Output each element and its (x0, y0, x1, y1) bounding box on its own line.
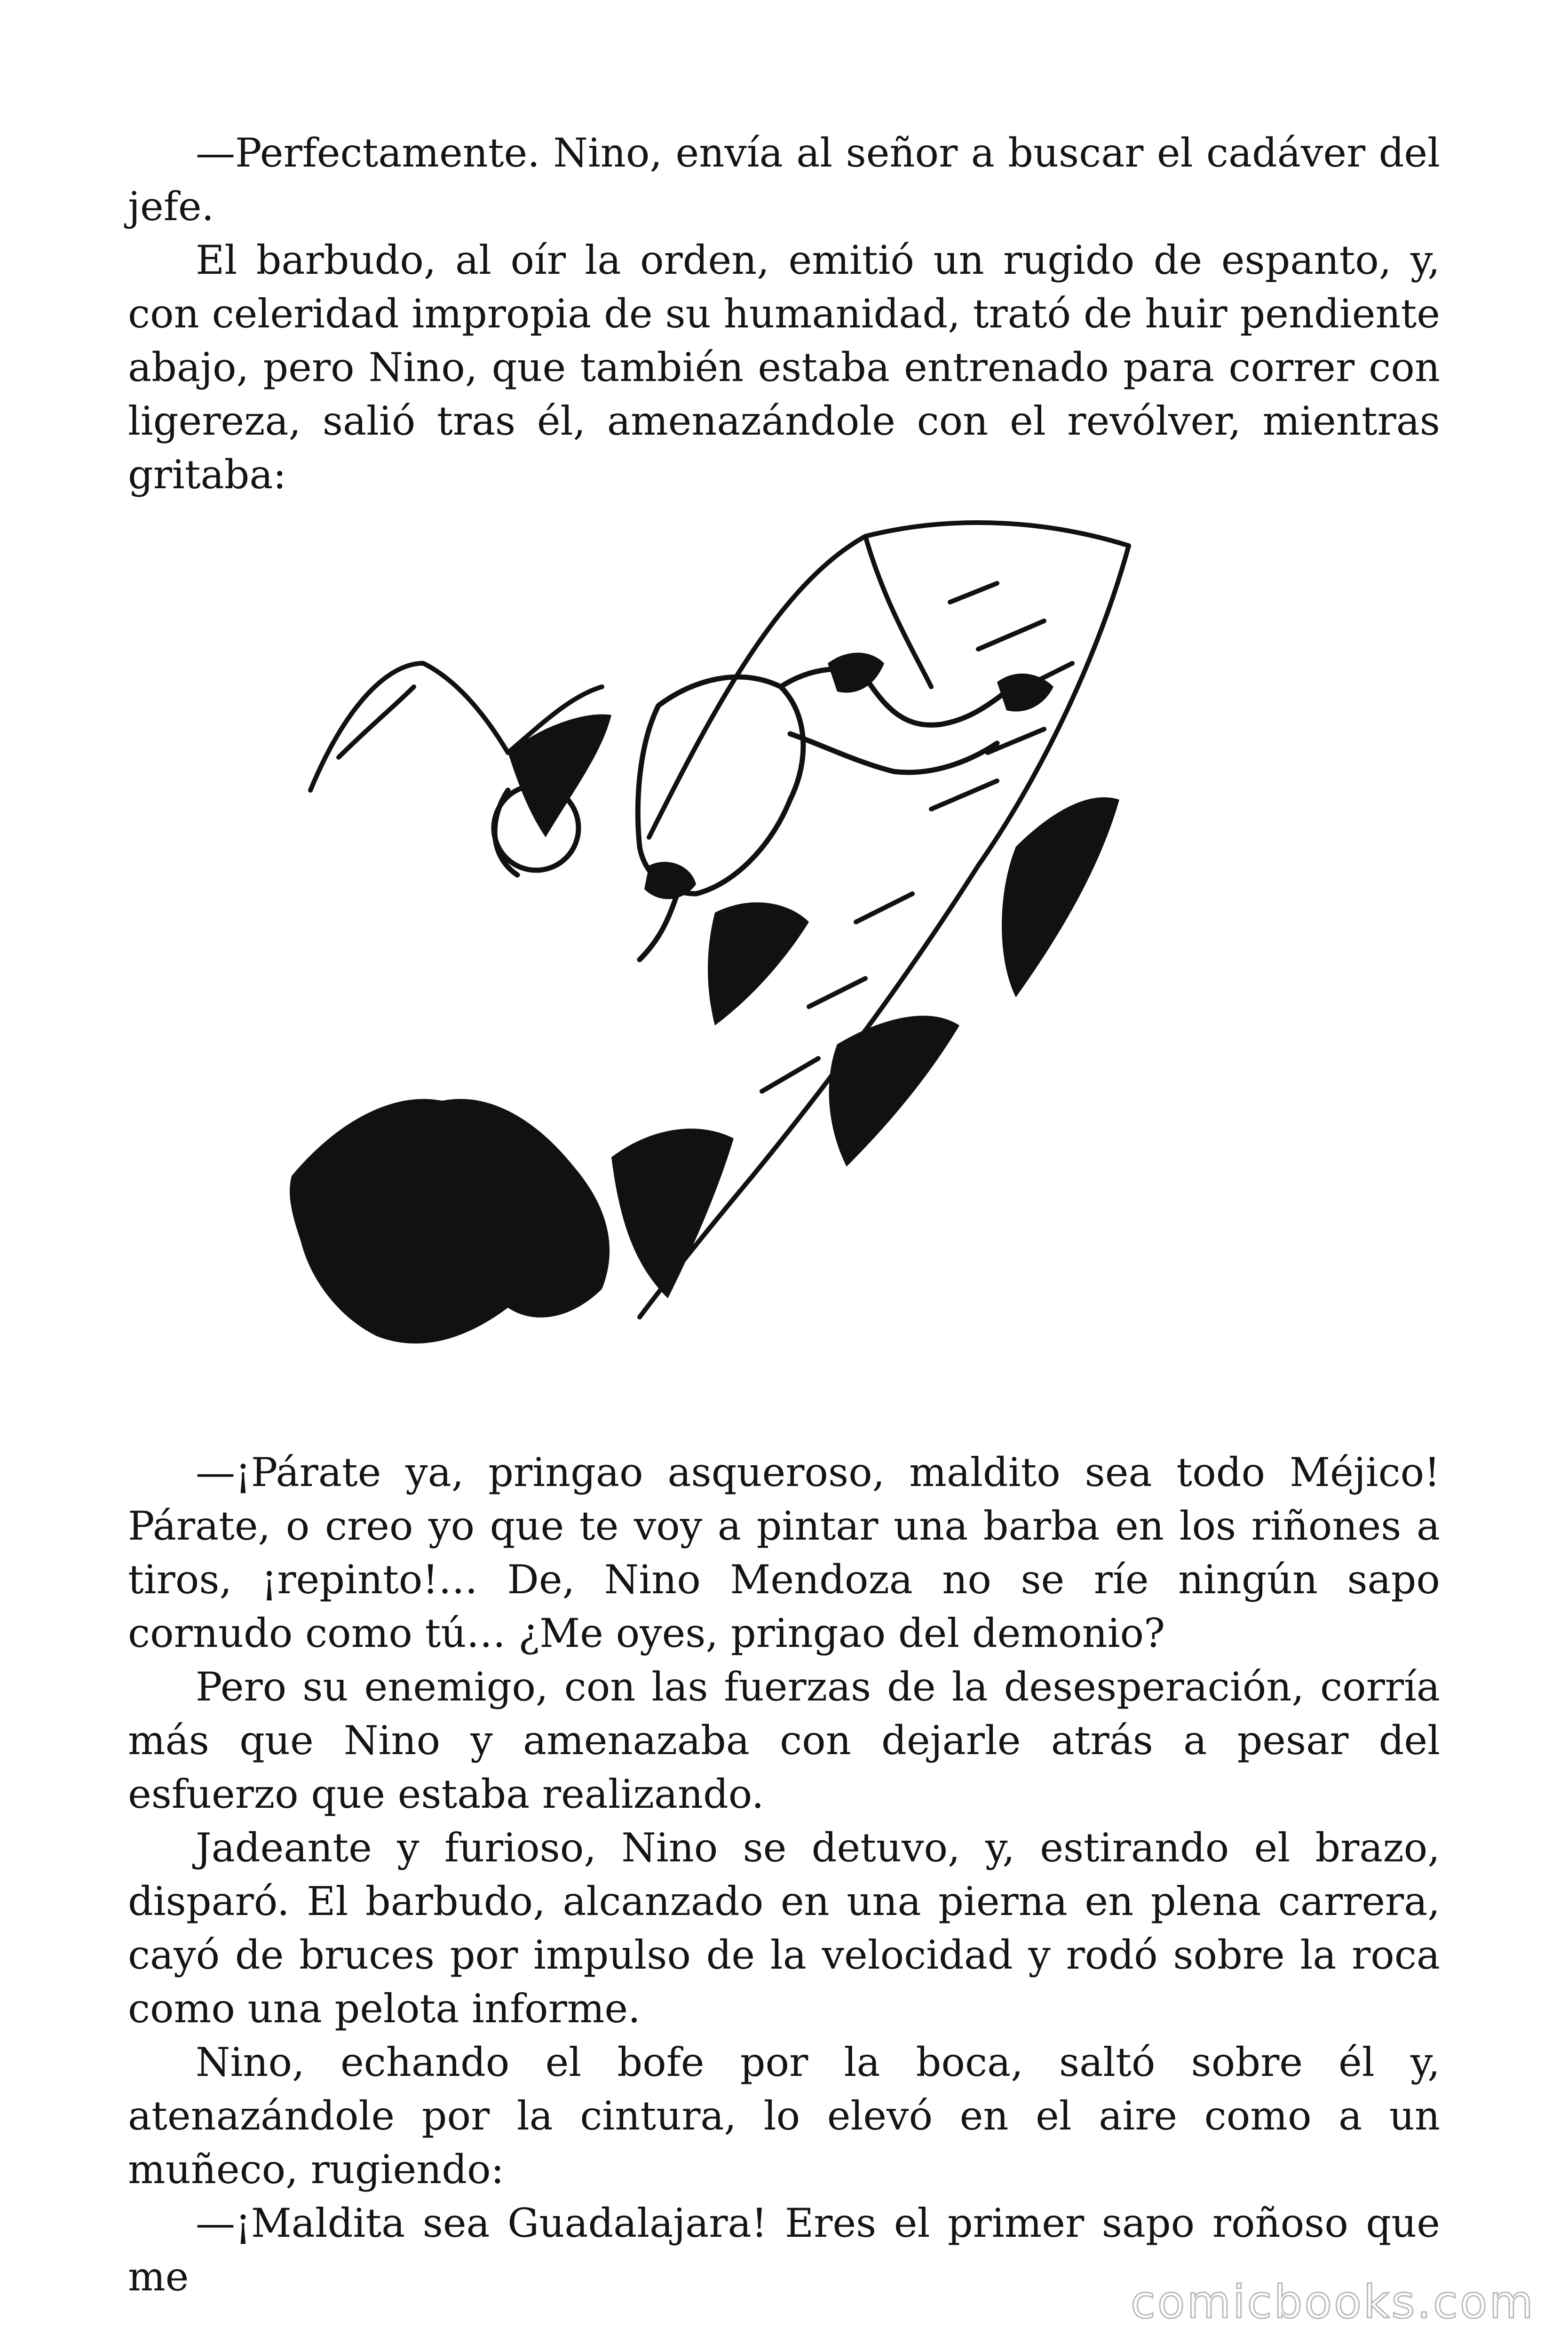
paragraph: Jadeante y furioso, Nino se detuvo, y, estirando el brazo, disparó. El barbudo, alcanzado en una pierna en plena carrera, cayó de bruces por impulso de la velocidad y rodó sobre la roca como una pelota informe. (128, 1825, 1440, 2032)
paragraph: —¡Maldita sea Guadalajara! Eres el primer sapo roñoso que me (128, 2200, 1440, 2300)
paragraph: Nino, echando el bofe por la boca, saltó sobre él y, atenazándole por la cintura, lo elevó en el aire como a un muñeco, rugiendo: (128, 2039, 1440, 2193)
text-block-bottom (128, 1446, 1440, 2304)
paragraph: El barbudo, al oír la orden, emitió un rugido de espanto, y, con celeridad impropia de su humanidad, trató de huir pendiente abajo, pero Nino, que también estaba entrenado para correr con ligereza, salió tras él, amenazándole con el revólver, mientras gritaba: (128, 237, 1440, 498)
paragraph: —¡Párate ya, pringao asqueroso, maldito sea todo Méjico! Párate, o creo yo que te voy a pintar una barba en los riñones a tiros, ¡repinto!… De, Nino Mendoza no se ríe ningún sapo cornudo como tú… ¿Me oyes, pringao del demonio? (128, 1449, 1440, 1656)
illustration (245, 508, 1326, 1392)
paragraph: Pero su enemigo, con las fuerzas de la desesperación, corría más que Nino y amenazaba con dejarle atrás a pesar del esfuerzo que estaba realizando. (128, 1664, 1440, 1817)
watermark: comicbooks.com (1130, 2276, 1535, 2328)
paragraph: —Perfectamente. Nino, envía al señor a buscar el cadáver del jefe. (128, 130, 1440, 230)
running-man-drawing-icon (245, 508, 1326, 1392)
text-block-top (128, 126, 1440, 501)
